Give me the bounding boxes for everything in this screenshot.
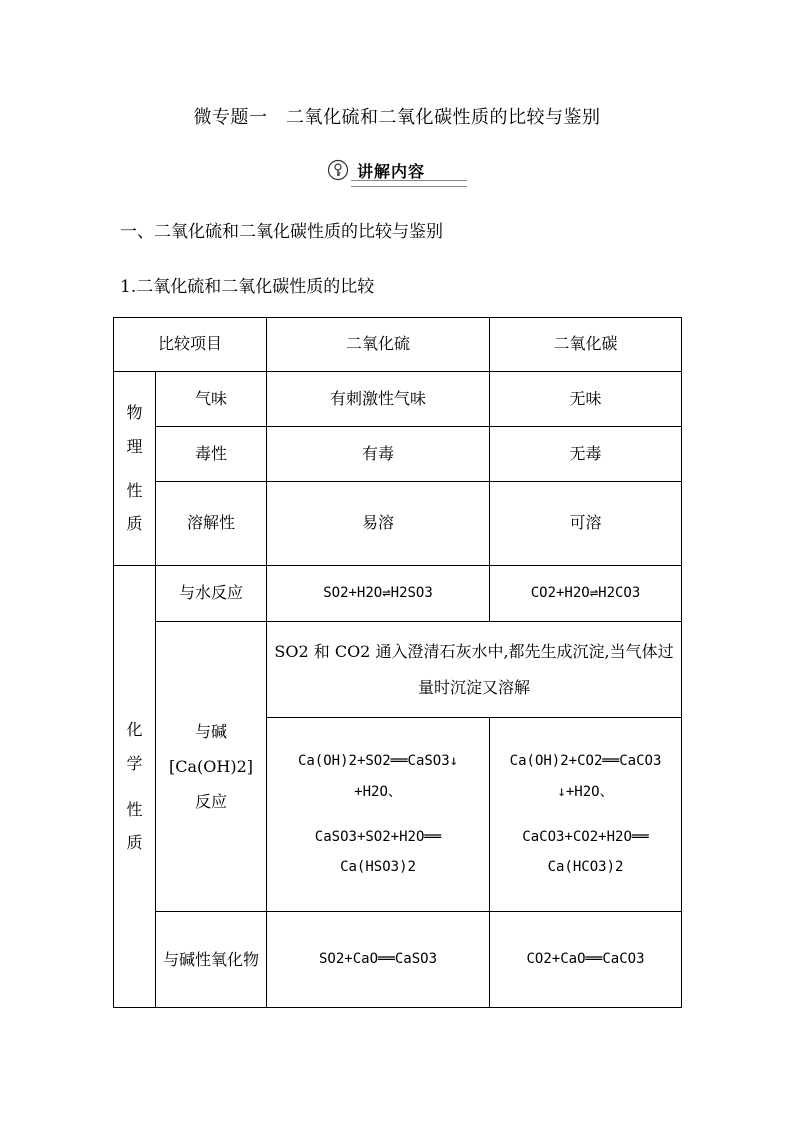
comparison-table (113, 317, 682, 1008)
co2-water-equation: CO2+H2O⇌H2CO3 (490, 566, 682, 622)
equation-line: CaSO3+SO2+H2O══ (314, 828, 442, 845)
key-seal-icon (327, 159, 349, 181)
so2-oxide-equation: SO2+CaO══CaSO3 (267, 912, 490, 1008)
so2-toxicity: 有毒 (267, 427, 490, 482)
group-char: 性 (126, 799, 143, 819)
page-title: 微专题一 二氧化硫和二氧化碳性质的比较与鉴别 (193, 107, 601, 128)
so2-base-equations (267, 718, 490, 912)
table-row (114, 912, 682, 1008)
so2-solubility: 易溶 (267, 482, 490, 566)
group-char: 学 (126, 753, 143, 773)
equation-line: Ca(HCO3)2 (547, 859, 624, 876)
banner-rule (351, 180, 467, 187)
banner-label: 讲解内容 (357, 162, 426, 181)
prop-water-reaction: 与水反应 (156, 566, 267, 622)
table-row (114, 372, 682, 427)
table-row (114, 566, 682, 622)
group-chemical (114, 566, 156, 1008)
prop-oxide-reaction: 与碱性氧化物 (156, 912, 267, 1008)
co2-odor: 无味 (490, 372, 682, 427)
table-row (114, 622, 682, 718)
group-char: 化 (126, 720, 143, 740)
header-item: 比较项目 (114, 318, 267, 372)
table-row (114, 482, 682, 566)
group-char: 物 (126, 403, 143, 423)
prop-base-reaction (156, 622, 267, 912)
group-char: 质 (126, 833, 143, 853)
section-heading: 一、二氧化硫和二氧化碳性质的比较与鉴别 (120, 222, 443, 242)
equation-line: +H2O、 (354, 783, 402, 800)
base-common-note: SO2 和 CO2 通入澄清石灰水中,都先生成沉淀,当气体过量时沉淀又溶解 (267, 622, 682, 718)
prop-line: [Ca(OH)2] (169, 756, 253, 776)
equation-line: ↓+H2O、 (557, 783, 614, 800)
section-banner (327, 157, 467, 185)
sub-heading: 1.二氧化硫和二氧化碳性质的比较 (120, 277, 375, 297)
group-char: 质 (126, 514, 143, 534)
so2-water-equation: SO2+H2O⇌H2SO3 (267, 566, 490, 622)
prop-line: 反应 (195, 792, 228, 812)
so2-odor: 有刺激性气味 (267, 372, 490, 427)
equation-line: Ca(OH)2+CO2══CaCO3 (509, 752, 662, 769)
equation-line: Ca(HSO3)2 (340, 859, 416, 876)
co2-base-equations (490, 718, 682, 912)
equation-line: Ca(OH)2+SO2══CaSO3↓ (297, 752, 459, 769)
table-row (114, 427, 682, 482)
equation-line: CaCO3+CO2+H2O══ (522, 828, 649, 845)
group-char: 性 (126, 480, 143, 500)
header-co2: 二氧化碳 (490, 318, 682, 372)
table-header-row (114, 318, 682, 372)
co2-solubility: 可溶 (490, 482, 682, 566)
prop-toxicity: 毒性 (156, 427, 267, 482)
prop-odor: 气味 (156, 372, 267, 427)
prop-line: 与碱 (195, 721, 228, 741)
header-so2: 二氧化硫 (267, 318, 490, 372)
group-physical (114, 372, 156, 566)
prop-solubility: 溶解性 (156, 482, 267, 566)
co2-toxicity: 无毒 (490, 427, 682, 482)
group-char: 理 (126, 436, 143, 456)
co2-oxide-equation: CO2+CaO══CaCO3 (490, 912, 682, 1008)
